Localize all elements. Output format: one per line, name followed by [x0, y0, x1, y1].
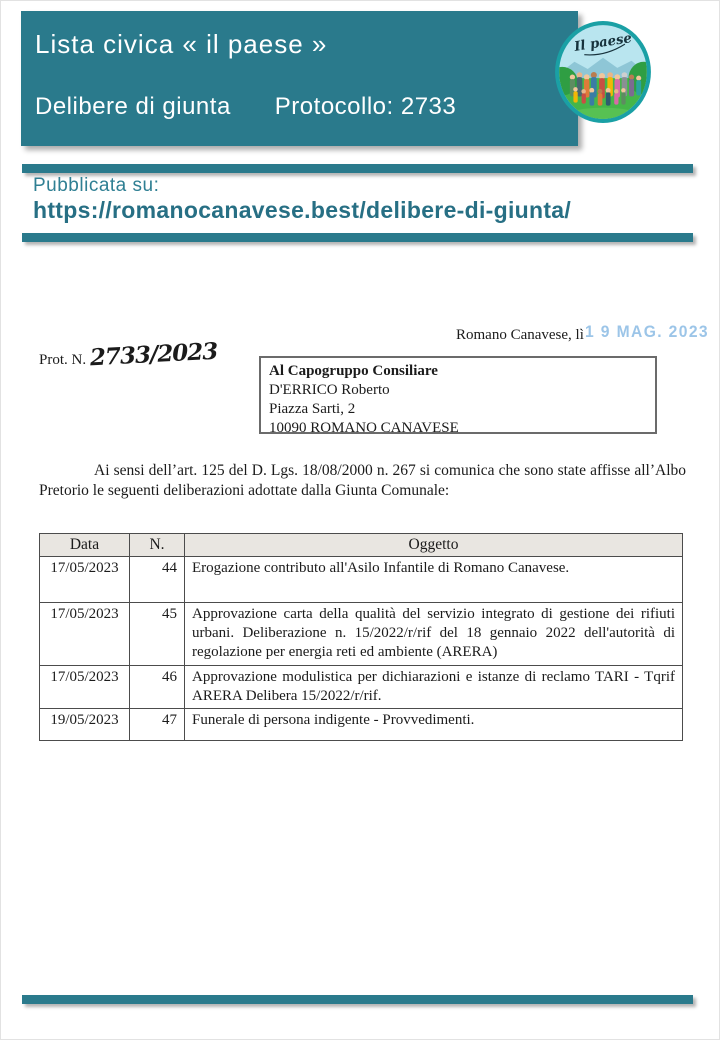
cell-oggetto: Approvazione modulistica per dichiarazioni e istanze di reclamo TARI - Tqrif ARERA Delibera 15/2022/r/rif. [185, 666, 683, 709]
protocol-number: Protocollo: 2733 [274, 93, 457, 120]
recipient-line1: Al Capogruppo Consiliare [269, 363, 438, 379]
table-header-row [40, 534, 683, 557]
place-date-label: Romano Canavese, lì [456, 327, 584, 343]
logo-wordmark: Il paese [573, 31, 633, 55]
header-subtitle-row [35, 93, 456, 121]
cell-n: 44 [130, 557, 185, 603]
protocol-number-handwritten: 2733/2023 [89, 337, 219, 372]
table-row [40, 557, 683, 603]
separator-bar-top [22, 164, 693, 173]
cell-n: 46 [130, 666, 185, 709]
cell-n: 45 [130, 603, 185, 666]
header-data: Data [40, 534, 130, 557]
recipient-line4: 10090 ROMANO CANAVESE [269, 420, 459, 436]
page-title: Lista civica « il paese » [35, 29, 328, 59]
subtitle-delibere: Delibere di giunta [35, 93, 231, 120]
cell-oggetto: Erogazione contributo all'Asilo Infantile di Romano Canavese. [185, 557, 683, 603]
header-oggetto: Oggetto [185, 534, 683, 557]
cell-n: 47 [130, 709, 185, 741]
cell-data: 17/05/2023 [40, 666, 130, 709]
table-row [40, 666, 683, 709]
table-row [40, 709, 683, 741]
recipient-line2: D'ERRICO Roberto [269, 382, 390, 398]
cell-oggetto: Approvazione carta della qualità del servizio integrato di gestione dei rifiuti urbani. Deliberazione n. 15/2022/r/rif del 18 gennaio 2022 dell'autorità di regolazione per energia reti ed ambiente (ARERA) [185, 603, 683, 666]
il-paese-logo-icon [554, 20, 652, 124]
cell-data: 17/05/2023 [40, 603, 130, 666]
delibere-table [39, 533, 683, 741]
date-stamp: 1 9 MAG. 2023 [585, 322, 709, 341]
cell-oggetto: Funerale di persona indigente - Provvedimenti. [185, 709, 683, 741]
table-row [40, 603, 683, 666]
recipient-address-box [259, 356, 657, 434]
delibere-table-body [40, 557, 683, 741]
cell-data: 19/05/2023 [40, 709, 130, 741]
cell-data: 17/05/2023 [40, 557, 130, 603]
header-n: N. [130, 534, 185, 557]
footer-bar [22, 995, 693, 1004]
publication-url-link[interactable]: https://romanocanavese.best/delibere-di-giunta/ [33, 197, 572, 223]
protocol-prefix: Prot. N. [39, 352, 87, 368]
body-paragraph: Ai sensi dell’art. 125 del D. Lgs. 18/08/2000 n. 267 si comunica che sono state affisse all’Albo Pretorio le seguenti deliberazioni adottate dalla Giunta Comunale: [39, 462, 686, 499]
published-on-label: Pubblicata su: [33, 175, 160, 196]
recipient-line3: Piazza Sarti, 2 [269, 401, 356, 417]
protocol-line [39, 337, 219, 372]
separator-bar-bottom [22, 233, 693, 242]
header-banner [21, 11, 578, 146]
